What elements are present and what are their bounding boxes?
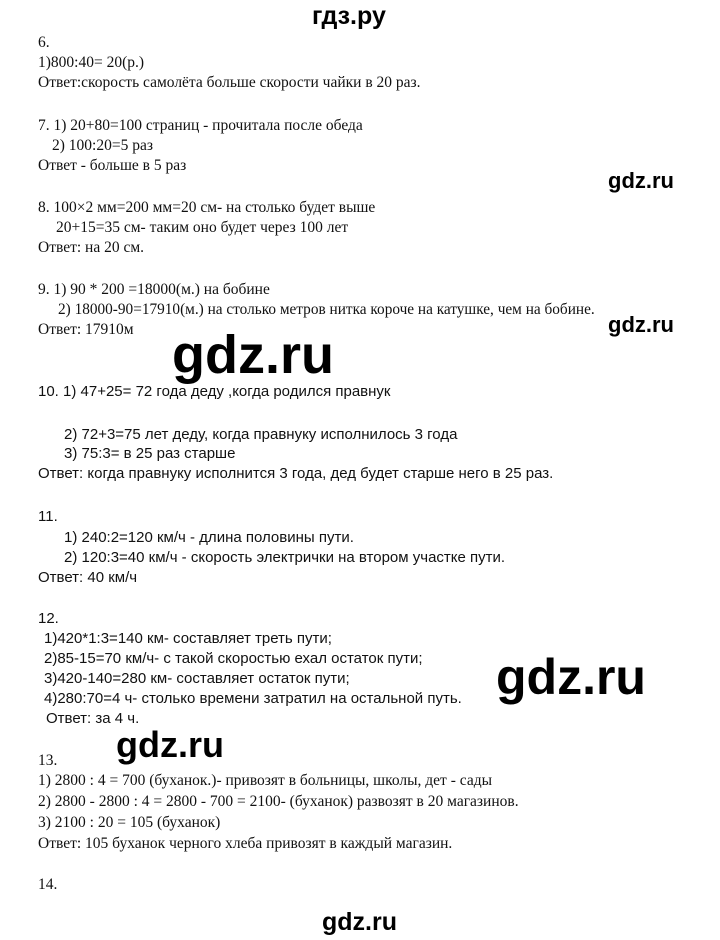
watermark-medium: gdz.ru: [116, 724, 224, 765]
task-7-answer: Ответ - больше в 5 раз: [38, 157, 187, 174]
task-12-step-2: 2)85-15=70 км/ч- с такой скоростью ехал остаток пути;: [44, 650, 423, 667]
task-12-number: 12.: [38, 610, 59, 627]
task-14-number: 14.: [38, 876, 58, 893]
task-11-step-1: 1) 240:2=120 км/ч - длина половины пути.: [64, 529, 354, 546]
task-13-number: 13.: [38, 752, 58, 769]
task-10-step-3: 3) 75:3= в 25 раз старше: [64, 445, 236, 462]
task-9-step-2: 2) 18000-90=17910(м.) на столько метров нитка короче на катушке, чем на бобине.: [58, 301, 595, 318]
watermark-top: гдз.ру: [312, 2, 386, 30]
watermark-bottom: gdz.ru: [322, 908, 397, 936]
task-13-step-3: 3) 2100 : 20 = 105 (буханок): [38, 814, 221, 831]
watermark-right-2: gdz.ru: [608, 312, 674, 337]
task-12-answer: Ответ: за 4 ч.: [46, 710, 140, 727]
task-13-step-1: 1) 2800 : 4 = 700 (буханок.)- привозят в больницы, школы, дет - сады: [38, 772, 492, 789]
task-9-answer: Ответ: 17910м: [38, 321, 134, 338]
task-11-number: 11.: [38, 508, 58, 525]
task-9-step-1: 9. 1) 90 * 200 =18000(м.) на бобине: [38, 281, 270, 298]
task-13-answer: Ответ: 105 буханок черного хлеба привозят в каждый магазин.: [38, 835, 453, 852]
task-8-answer: Ответ: на 20 см.: [38, 239, 145, 256]
watermark-right-1: gdz.ru: [608, 168, 674, 193]
task-10-step-1: 10. 1) 47+25= 72 года деду ,когда родился правнук: [38, 383, 391, 400]
task-11-answer: Ответ: 40 км/ч: [38, 569, 138, 586]
task-10-answer: Ответ: когда правнуку исполнится 3 года, дед будет старше него в 25 раз.: [38, 465, 554, 482]
task-13-step-2: 2) 2800 - 2800 : 4 = 2800 - 700 = 2100- (буханок) развозят в 20 магазинов.: [38, 793, 519, 810]
task-6-step-1: 1)800:40= 20(р.): [38, 54, 145, 71]
task-7-step-2: 2) 100:20=5 раз: [52, 137, 153, 154]
task-7-step-1: 7. 1) 20+80=100 страниц - прочитала после обеда: [38, 117, 363, 134]
task-10-step-2: 2) 72+3=75 лет деду, когда правнуку исполнилось 3 года: [64, 426, 458, 443]
task-8-step-2: 20+15=35 см- таким оно будет через 100 лет: [56, 219, 349, 236]
watermark-large-1: gdz.ru: [172, 325, 334, 385]
task-12-step-3: 3)420-140=280 км- составляет остаток пути;: [44, 670, 350, 687]
task-8-step-1: 8. 100×2 мм=200 мм=20 см- на столько будет выше: [38, 199, 376, 216]
task-12-step-1: 1)420*1:3=140 км- составляет треть пути;: [44, 630, 332, 647]
task-11-step-2: 2) 120:3=40 км/ч - скорость электрички на втором участке пути.: [64, 549, 506, 566]
task-12-step-4: 4)280:70=4 ч- столько времени затратил на остальной путь.: [44, 690, 462, 707]
task-6-answer: Ответ:скорость самолёта больше скорости чайки в 20 раз.: [38, 74, 421, 91]
watermark-large-2: gdz.ru: [496, 649, 646, 705]
task-6-number: 6.: [38, 34, 50, 51]
